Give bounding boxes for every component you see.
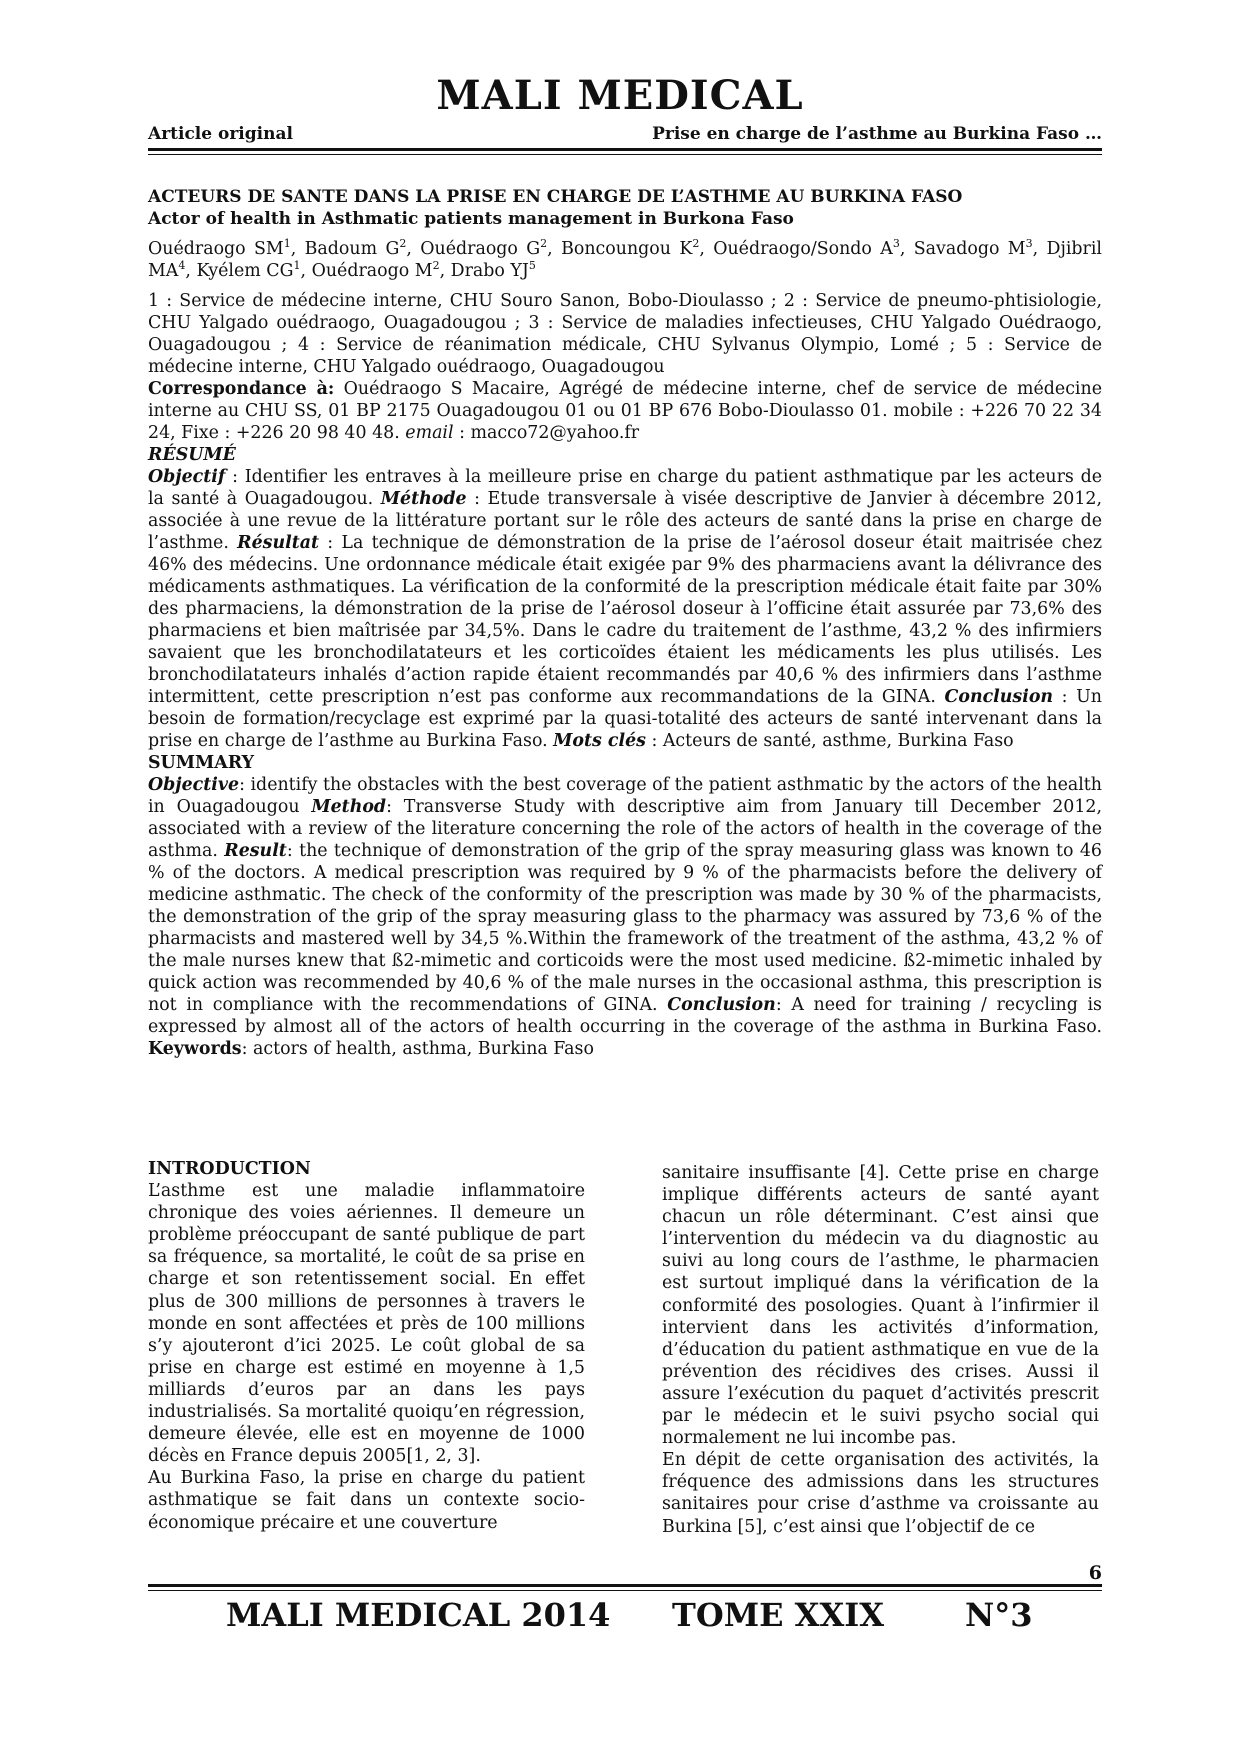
author-name: Savadogo M bbox=[913, 239, 1026, 259]
keywords-label: Keywords bbox=[148, 1039, 242, 1059]
correspondence-label: Correspondance à: bbox=[148, 379, 335, 399]
objective-text: : identify the obstacles with the best coverage of the patient asthmatic by the actors of the health in Ouagadougou bbox=[148, 775, 1102, 817]
intro-paragraph-3: sanitaire insuffisante [4]. Cette prise en charge implique différents acteurs de santé ayant chacun un rôle déterminant. C’est ainsi que l’intervention du médecin va du diagnostic au suivi au long cours de l’asthme, le pharmacien est surtout impliqué dans la vérification de la conformité des posologies. Quant à l’infirmier il intervient dans les activités d’information, d’éducation du patient asthmatique en vue de la prévention des récidives des crises. Aussi il assure l’exécution du paquet d’activités prescrit par le médecin et le suivi psycho social qui normalement ne lui incombe pas. bbox=[662, 1163, 1099, 1449]
method-text: : Transverse Study with descriptive aim from January till December 2012, associated with a review of the literature concerning the role of the actors of health in the coverage of the asthma. bbox=[148, 797, 1103, 861]
author-name: Drabo YJ bbox=[450, 261, 529, 281]
running-title: Prise en charge de l’asthme au Burkina Faso … bbox=[652, 124, 1102, 144]
result-label: Result bbox=[224, 841, 287, 861]
article-type: Article original bbox=[148, 124, 293, 144]
email-text: : macco72@yahoo.fr bbox=[453, 423, 640, 443]
methode-label: Méthode bbox=[380, 489, 467, 509]
footer-rule-thin bbox=[148, 1590, 1102, 1591]
conclusion-label-fr: Conclusion bbox=[944, 687, 1054, 707]
author-affiliation-index: 1 bbox=[293, 259, 301, 273]
keywords-text: : actors of health, asthma, Burkina Faso bbox=[241, 1039, 594, 1059]
motscles-label: Mots clés bbox=[553, 731, 646, 751]
author-name: Kyélem CG bbox=[196, 261, 294, 281]
intro-paragraph-2: Au Burkina Faso, la prise en charge du patient asthmatique se fait dans un contexte socio-économique précaire et une couverture bbox=[148, 1468, 585, 1533]
title-english: Actor of health in Asthmatic patients management in Burkona Faso bbox=[148, 209, 794, 229]
correspondence-text: Ouédraogo S Macaire, Agrégé de médecine interne, chef de service de médecine interne au CHU SS, 01 BP 2175 Ouagadougou 01 ou 01 BP 676 Bobo-Dioulasso 01. mobile : +226 70 22 34 24, Fixe : +226 20 98 40 48. bbox=[148, 379, 1102, 443]
author-affiliation-index: 2 bbox=[432, 259, 440, 273]
resume-heading: RÉSUMÉ bbox=[148, 445, 236, 465]
footer-rule-thick bbox=[148, 1584, 1102, 1587]
intro-column-right bbox=[662, 1162, 1099, 1538]
footer-journal-year: MALI MEDICAL 2014 bbox=[226, 1596, 611, 1634]
intro-paragraph-4: En dépit de cette organisation des activités, la fréquence des admissions dans les structures sanitaires pour crise d’asthme va croissante au Burkina [5], c’est ainsi que l’objectif de ce bbox=[662, 1450, 1099, 1537]
objective-label: Objective bbox=[148, 775, 240, 795]
author-affiliation-index: 3 bbox=[892, 237, 900, 251]
resume-body bbox=[148, 466, 1102, 752]
author-affiliation-index: 2 bbox=[399, 237, 407, 251]
intro-column-left bbox=[148, 1158, 585, 1534]
author-name: Ouédraogo M bbox=[311, 261, 433, 281]
author-affiliation-index: 1 bbox=[283, 237, 291, 251]
author-name: Badoum G bbox=[304, 239, 400, 259]
author-name: Boncoungou K bbox=[561, 239, 693, 259]
abstract-section bbox=[148, 186, 1102, 1060]
resultat-label: Résultat bbox=[237, 533, 320, 553]
footer-issue: N°3 bbox=[965, 1596, 1033, 1634]
journal-title: MALI MEDICAL bbox=[436, 72, 804, 119]
header-rule-thick bbox=[148, 148, 1102, 151]
summary-body bbox=[148, 774, 1102, 1060]
author-name: Ouédraogo SM bbox=[148, 239, 284, 259]
author-affiliation-index: 2 bbox=[692, 237, 700, 251]
title-french: ACTEURS DE SANTE DANS LA PRISE EN CHARGE DE L’ASTHME AU BURKINA FASO bbox=[148, 187, 963, 207]
footer-tome: TOME XXIX bbox=[672, 1596, 885, 1634]
summary-heading: SUMMARY bbox=[148, 753, 255, 773]
author-affiliation-index: 4 bbox=[178, 259, 186, 273]
methode-text: : Etude transversale à visée descriptive de Janvier à décembre 2012, associée à une revue de la littérature portant sur le rôle des acteurs de santé dans la prise en charge de l’asthme. bbox=[148, 489, 1102, 553]
author-name: Ouédraogo G bbox=[420, 239, 541, 259]
author-affiliation-index: 3 bbox=[1025, 237, 1033, 251]
result-text: : the technique of demonstration of the grip of the spray measuring glass was known to 46 % of the doctors. A medical prescription was required by 9 % of the pharmacists before the delivery of medicine asthmatic. The check of the conformity of the prescription was made by 30 % of the pharmacists, the demonstration of the grip of the spray measuring glass to the pharmacy was assured by 73,6 % of the pharmacists and mastered well by 34,5 %.Within the framework of the treatment of the asthma, 43,2 % of the male nurses knew that ß2-mimetic and corticoids were the most used medicine. ß2-mimetic inhaled by quick action was recommended by 40,6 % of the male nurses in the occasional asthma, this prescription is not in compliance with the recommendations of GINA. bbox=[148, 841, 1102, 1015]
objectif-text: : Identifier les entraves à la meilleure prise en charge du patient asthmatique par les acteurs de la santé à Ouagadougou. bbox=[148, 467, 1102, 509]
motscles-text: : Acteurs de santé, asthme, Burkina Faso bbox=[645, 731, 1014, 751]
conclusion-label-en: Conclusion bbox=[667, 995, 776, 1015]
page-number: 6 bbox=[1088, 1562, 1102, 1584]
method-label: Method bbox=[311, 797, 387, 817]
correspondence bbox=[148, 378, 1102, 444]
introduction-heading: INTRODUCTION bbox=[148, 1159, 311, 1179]
author-name: Ouédraogo/Sondo A bbox=[713, 239, 893, 259]
email-label: email bbox=[405, 423, 454, 443]
author-affiliation-index: 2 bbox=[540, 237, 548, 251]
resultat-text: : La technique de démonstration de la prise de l’aérosol doseur était maitrisée chez 46% des médecins. Une ordonnance médicale était exigée par 9% des pharmaciens avant la délivrance des médicaments asthmatiques. La vérification de la conformité de la prescription médicale était faite par 30% des pharmaciens, la démonstration de la prise de l’aérosol doseur à l’officine était assurée par 73,6% des pharmaciens et bien maîtrisée par 34,5%. Dans le cadre du traitement de l’asthme, 43,2 % des infirmiers savaient que les bronchodilatateurs et les corticoïdes étaient les médicaments les plus utilisés. Les bronchodilatateurs inhalés d’action rapide étaient recommandés par 40,6 % des infirmiers dans l’asthme intermittent, cette prescription n’est pas conforme aux recommandations de la GINA. bbox=[148, 533, 1102, 707]
author-name: Djibril MA bbox=[148, 239, 1102, 281]
header-rule-thin bbox=[148, 154, 1102, 155]
author-list: Ouédraogo $SM^1$, Badoum $G^2$, Ouédraogo $G^2$, Boncoungou $K^2$, Ouédraogo/Sondo $A^3$, Savadogo $M^3$, Djibril $MA^4$, Kyélem $CG^1$, Ouédraogo $M^2$, Drabo $YJ^5$ bbox=[148, 237, 1102, 281]
conclusion-text-en: : A need for training / recycling is expressed by almost all of the actors of health occurring in the coverage of the asthma in Burkina Faso. bbox=[148, 995, 1102, 1037]
affiliations: 1 : Service de médecine interne, CHU Souro Sanon, Bobo-Dioulasso ; 2 : Service de pneumo-phtisiologie, CHU Yalgado ouédraogo, Ouagadougou ; 3 : Service de maladies infectieuses, CHU Yalgado Ouédraogo, Ouagadougou ; 4 : Service de réanimation médicale, CHU Sylvanus Olympio, Lomé ; 5 : Service de médecine interne, CHU Yalgado ouédraogo, Ouagadougou bbox=[148, 291, 1102, 377]
author-affiliation-index: 5 bbox=[528, 259, 536, 273]
objectif-label: Objectif bbox=[148, 467, 226, 487]
intro-paragraph-1: L’asthme est une maladie inflammatoire chronique des voies aériennes. Il demeure un problème préoccupant de santé publique de part sa fréquence, sa mortalité, le coût de sa prise en charge et son retentissement social. En effet plus de 300 millions de personnes à travers le monde en sont affectées et près de 100 millions s’y ajouteront d’ici 2025. Le coût global de sa prise en charge est estimé en moyenne à 1,5 milliards d’euros par an dans les pays industrialisés. Sa mortalité quoiqu’en régression, demeure élevée, elle est en moyenne de 1000 décès en France depuis 2005[1, 2, 3]. bbox=[148, 1181, 585, 1467]
conclusion-text-fr: : Un besoin de formation/recyclage est exprimé par la quasi-totalité des acteurs de santé intervenant dans la prise en charge de l’asthme au Burkina Faso. bbox=[148, 687, 1102, 751]
